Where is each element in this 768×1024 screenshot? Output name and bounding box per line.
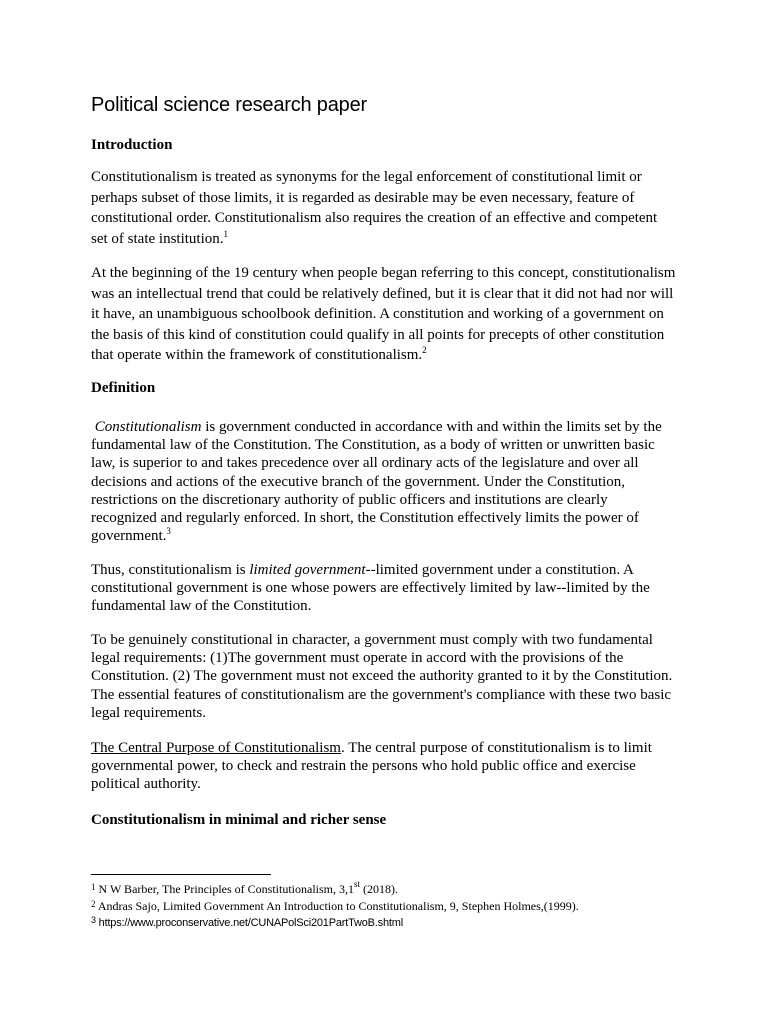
underlined-subheading: The Central Purpose of Constitutionalism [91,740,341,756]
text-segment: Thus, constitutionalism is [91,562,250,578]
text-line: the basis of this kind of constitution could qualify in all points for precepts of other constitution [91,326,665,343]
text-line: legal requirements: (1)The government must operate in accord with the provisions of the [91,650,624,667]
text-line: recognized and regularly enforced. In short, the Constitution effectively limits the power of [91,510,639,527]
paragraph-intro-1 [91,167,691,249]
paragraph-definition-3 [91,631,691,722]
text-segment: set of state institution. [91,230,224,247]
text-line: was an intellectual trend that could be relatively defined, but it is clear that it did not had nor will [91,285,674,302]
text-line: political authority. [91,776,201,793]
term-constitutionalism: Constitutionalism [94,419,202,435]
footnote-text-after: (2018). [360,882,399,896]
footnote-text: Andras Sajo, Limited Government An Introduction to Constitutionalism, 9, Stephen Holmes,(1999). [95,899,579,913]
text-line: it have, an unambiguous schoolbook definition. A constitution and working of a government on [91,306,664,322]
text-line: Constitution. (2) The government must not exceed the authority granted to it by the Constitution. [91,668,673,685]
text-line: To be genuinely constitutional in character, a government must comply with two fundamental [91,632,653,648]
text-line [91,739,691,757]
text-line: decisions and actions of the executive branch of the government. Under the Constitution, [91,473,626,490]
text-segment: government. [91,528,167,545]
footnote-3 [91,916,403,931]
footnote-ref-3[interactable]: 3 [166,526,171,537]
text-line [91,561,691,579]
footnote-superscript: st [354,879,361,889]
text-line: fundamental law of the Constitution. [91,598,312,615]
text-segment: . The central purpose of constitutionalism is to limit [340,740,652,756]
heading-minimal-richer-sense: Constitutionalism in minimal and richer sense [91,812,387,828]
text-line: governmental power, to check and restrain the persons who hold public office and exercise [91,758,636,775]
text-line [91,527,691,545]
footnote-mark: 1 [91,882,96,892]
text-line: restrictions on the discretionary authority of public officers and institutions are clearly [91,491,608,508]
footnote-ref-2[interactable]: 2 [422,345,427,355]
text-line: legal requirements. [91,704,206,721]
text-line: At the beginning of the 19 century when people began referring to this concept, constitutionalism [91,265,676,281]
footnote-1 [91,879,399,897]
text-segment: that operate within the framework of constitutionalism. [91,347,423,363]
term-limited-government: limited government [249,562,366,578]
text-line [91,229,691,250]
footnote-url[interactable]: https://www.proconservative.net/CUNAPolSci201PartTwoB.shtml [95,917,403,929]
text-line: constitutional order. Constitutionalism also requires the creation of an effective and competent [91,210,658,226]
text-line: perhaps subset of those limits, it is regarded as desirable may be even necessary, feature of [91,189,635,206]
text-line: fundamental law of the Constitution. The Constitution, as a body of written or unwritten basic [91,437,655,454]
heading-definition: Definition [91,380,156,396]
paragraph-definition-2 [91,561,691,616]
paragraph-definition-1 [91,418,691,545]
paragraph-intro-2 [91,263,691,366]
text-line: constitutional government is one whose powers are effectively limited by law--limited by the [91,580,650,597]
footnote-mark: 2 [91,899,96,909]
heading-introduction: Introduction [91,137,173,153]
footnote-2 [91,899,579,914]
paragraph-central-purpose [91,739,691,794]
text-line [91,345,691,366]
text-line: The essential features of constitutionalism are the government's compliance with these two basic [91,686,672,703]
text-line: law, is superior to and takes precedence over all ordinary acts of the legislature and over all [91,455,639,472]
footnote-separator [91,874,271,875]
footnote-mark: 3 [91,915,96,925]
text-segment: is government conducted in accordance with and within the limits set by the [201,419,662,435]
text-line [91,418,691,436]
text-segment: --limited government under a constitution. A [365,562,634,578]
footnote-text: N W Barber, The Principles of Constitutionalism, 3,1 [95,882,354,896]
text-line: Constitutionalism is treated as synonyms for the legal enforcement of constitutional limit or [91,169,642,185]
page-title: Political science research paper [91,94,367,116]
footnote-ref-1[interactable]: 1 [223,228,228,239]
